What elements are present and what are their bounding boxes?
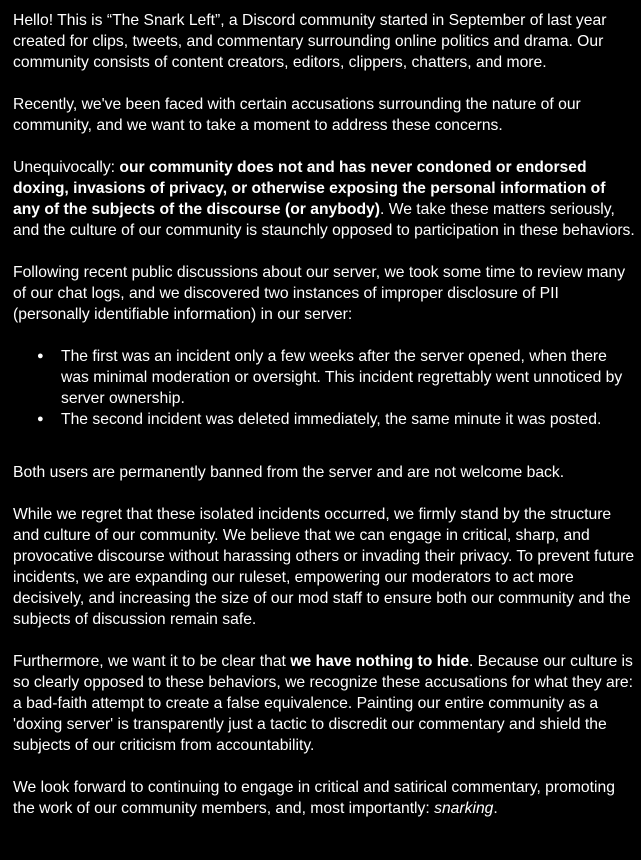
regret-paragraph: While we regret that these isolated incidents occurred, we firmly stand by the structure and culture of our community. We believe that we can engage in critical, sharp, and provocative discourse without harassing others or invading their privacy. To prevent future incidents, we are expanding our ruleset, empowering our moderators to act more decisively, and increasing the size of our mod staff to ensure both our community and the subjects of discussion remain safe. <box>13 506 635 628</box>
closing-paragraph <box>13 777 635 819</box>
stance-bold-statement: our community does not and has never condoned or endorsed doxing, invasions of privacy, or otherwise exposing the personal information of any of the subjects of the discourse (or anybody) <box>13 159 606 218</box>
incident-item-1: ● The first was an incident only a few weeks after the server opened, when there was minimal moderation or oversight. This incident regrettably went unnoticed by server ownership. <box>13 346 635 409</box>
stance-paragraph <box>13 157 635 241</box>
stance-tail: . We take these matters seriously, and the culture of our community is staunchly opposed to participation in these behaviors. <box>13 201 635 239</box>
accusations-paragraph: Recently, we've been faced with certain accusations surrounding the nature of our community, and we want to take a moment to address these concerns. <box>13 96 581 134</box>
incidents-list <box>13 346 635 430</box>
furthermore-lead: Furthermore, we want it to be clear that <box>13 653 291 670</box>
furthermore-bold: we have nothing to hide <box>290 653 469 670</box>
closing-lead: We look forward to continuing to engage in critical and satirical commentary, promoting the work of our community members, and, most importantly: <box>13 779 615 817</box>
review-paragraph: Following recent public discussions about our server, we took some time to review many of our chat logs, and we discovered two instances of improper disclosure of PII (personally identifiable information) in our server: <box>13 264 626 323</box>
closing-italic: snarking <box>434 800 494 817</box>
banned-paragraph: Both users are permanently banned from the server and are not welcome back. <box>13 464 565 481</box>
stance-lead: Unequivocally: <box>13 159 120 176</box>
incident-item-2: ● The second incident was deleted immediately, the same minute it was posted. <box>13 409 635 430</box>
furthermore-tail: . Because our culture is so clearly opposed to these behaviors, we recognize these accusations for what they are: a bad-faith attempt to create a false equivalence. Painting our entire community as a 'doxing server' is transparently just a tactic to discredit our commentary and shield the subjects of our criticism from accountability. <box>13 653 634 754</box>
furthermore-paragraph <box>13 651 635 756</box>
intro-paragraph: Hello! This is “The Snark Left”, a Discord community started in September of last year created for clips, tweets, and commentary surrounding online politics and drama. Our community consists of content creators, editors, clippers, chatters, and more. <box>13 12 607 71</box>
closing-tail: . <box>493 800 498 817</box>
